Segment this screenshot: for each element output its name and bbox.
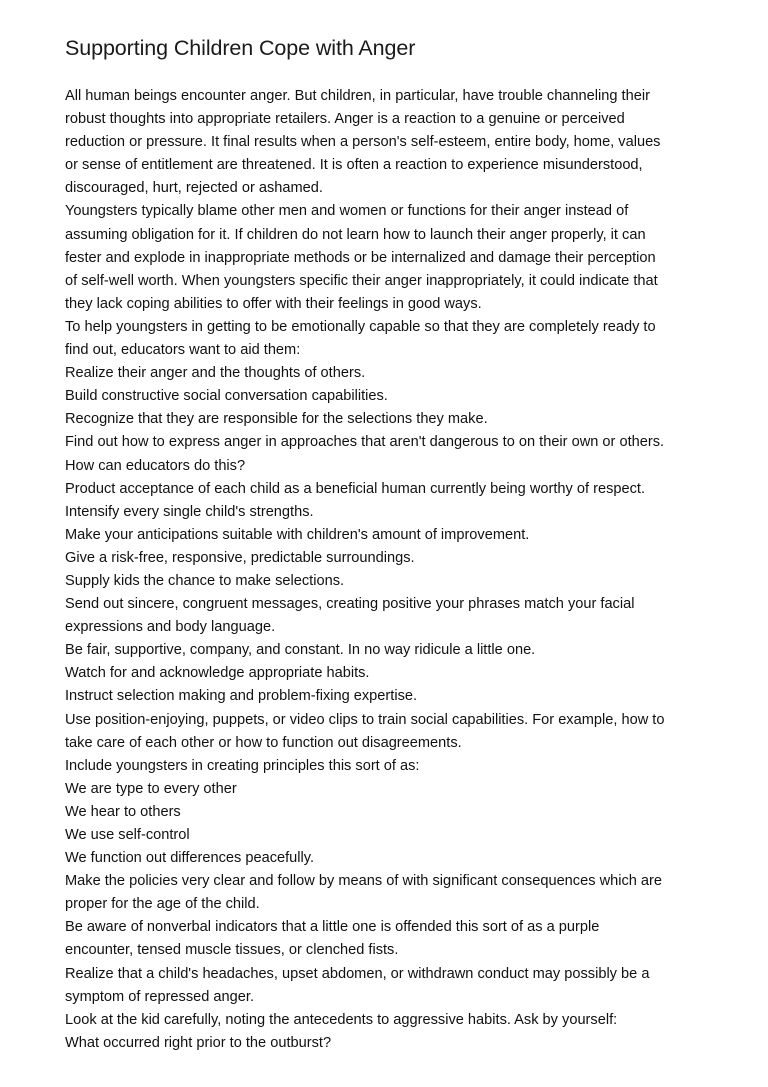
text-line: We hear to others <box>65 803 181 820</box>
page-title: Supporting Children Cope with Anger <box>65 36 416 60</box>
text-line: Watch for and acknowledge appropriate habits. <box>65 665 370 682</box>
text-line: We function out differences peacefully. <box>65 850 315 867</box>
text-line: expressions and body language. <box>65 619 276 636</box>
text-line: Realize their anger and the thoughts of others. <box>65 365 366 382</box>
text-line: Intensify every single child's strengths. <box>65 503 314 520</box>
text-line: discouraged, hurt, rejected or ashamed. <box>65 180 323 197</box>
text-line: Give a risk-free, responsive, predictable surroundings. <box>65 549 415 566</box>
text-line: We use self-control <box>65 827 190 843</box>
text-line: symptom of repressed anger. <box>65 988 254 1005</box>
text-line: encounter, tensed muscle tissues, or clenched fists. <box>65 942 399 959</box>
text-line: reduction or pressure. It final results when a person's self-esteem, entire body, home, values <box>65 134 661 151</box>
text-line: robust thoughts into appropriate retailers. Anger is a reaction to a genuine or perceived <box>65 111 625 128</box>
text-line: find out, educators want to aid them: <box>65 342 301 359</box>
text-line: Instruct selection making and problem-fixing expertise. <box>65 688 418 705</box>
text-line: proper for the age of the child. <box>65 896 260 913</box>
text-line: How can educators do this? <box>65 457 246 474</box>
document-page <box>65 34 745 1055</box>
text-line: fester and explode in inappropriate methods or be internalized and damage their perception <box>65 249 656 266</box>
text-line: Include youngsters in creating principles this sort of as: <box>65 757 420 774</box>
text-line: Youngsters typically blame other men and women or functions for their anger instead of <box>65 203 629 220</box>
text-line: of self-well worth. When youngsters specific their anger inappropriately, it could indicate that <box>65 272 658 289</box>
text-line: Be aware of nonverbal indicators that a little one is offended this sort of as a purple <box>65 919 600 936</box>
text-line: Realize that a child's headaches, upset abdomen, or withdrawn conduct may possibly be a <box>65 965 650 982</box>
text-line: they lack coping abilities to offer with their feelings in good ways. <box>65 295 482 312</box>
text-line: We are type to every other <box>65 780 237 797</box>
text-line: Recognize that they are responsible for the selections they make. <box>65 411 488 428</box>
text-line: Use position-enjoying, puppets, or video clips to train social capabilities. For example, how to <box>65 711 665 728</box>
text-line: Product acceptance of each child as a beneficial human currently being worthy of respect. <box>65 480 646 497</box>
text-line: All human beings encounter anger. But children, in particular, have trouble channeling their <box>65 88 650 104</box>
text-line: To help youngsters in getting to be emotionally capable so that they are completely ready to <box>65 318 656 335</box>
text-line: take care of each other or how to function out disagreements. <box>65 734 462 751</box>
text-line: Make the policies very clear and follow by means of with significant consequences which are <box>65 873 663 890</box>
text-line: Make your anticipations suitable with children's amount of improvement. <box>65 526 530 543</box>
text-line: What occurred right prior to the outburst? <box>65 1034 332 1051</box>
text-line: or sense of entitlement are threatened. It is often a reaction to experience misunderstood, <box>65 157 643 174</box>
text-line: Be fair, supportive, company, and constant. In no way ridicule a little one. <box>65 642 536 659</box>
text-line: assuming obligation for it. If children do not learn how to launch their anger properly, it can <box>65 226 646 243</box>
text-line: Build constructive social conversation capabilities. <box>65 388 388 405</box>
text-line: Supply kids the chance to make selections. <box>65 572 345 589</box>
text-line: Look at the kid carefully, noting the antecedents to aggressive habits. Ask by yourself: <box>65 1011 618 1028</box>
text-line: Send out sincere, congruent messages, creating positive your phrases match your facial <box>65 596 635 613</box>
document-body <box>65 85 745 1055</box>
text-line: Find out how to express anger in approaches that aren't dangerous to on their own or others. <box>65 434 665 451</box>
